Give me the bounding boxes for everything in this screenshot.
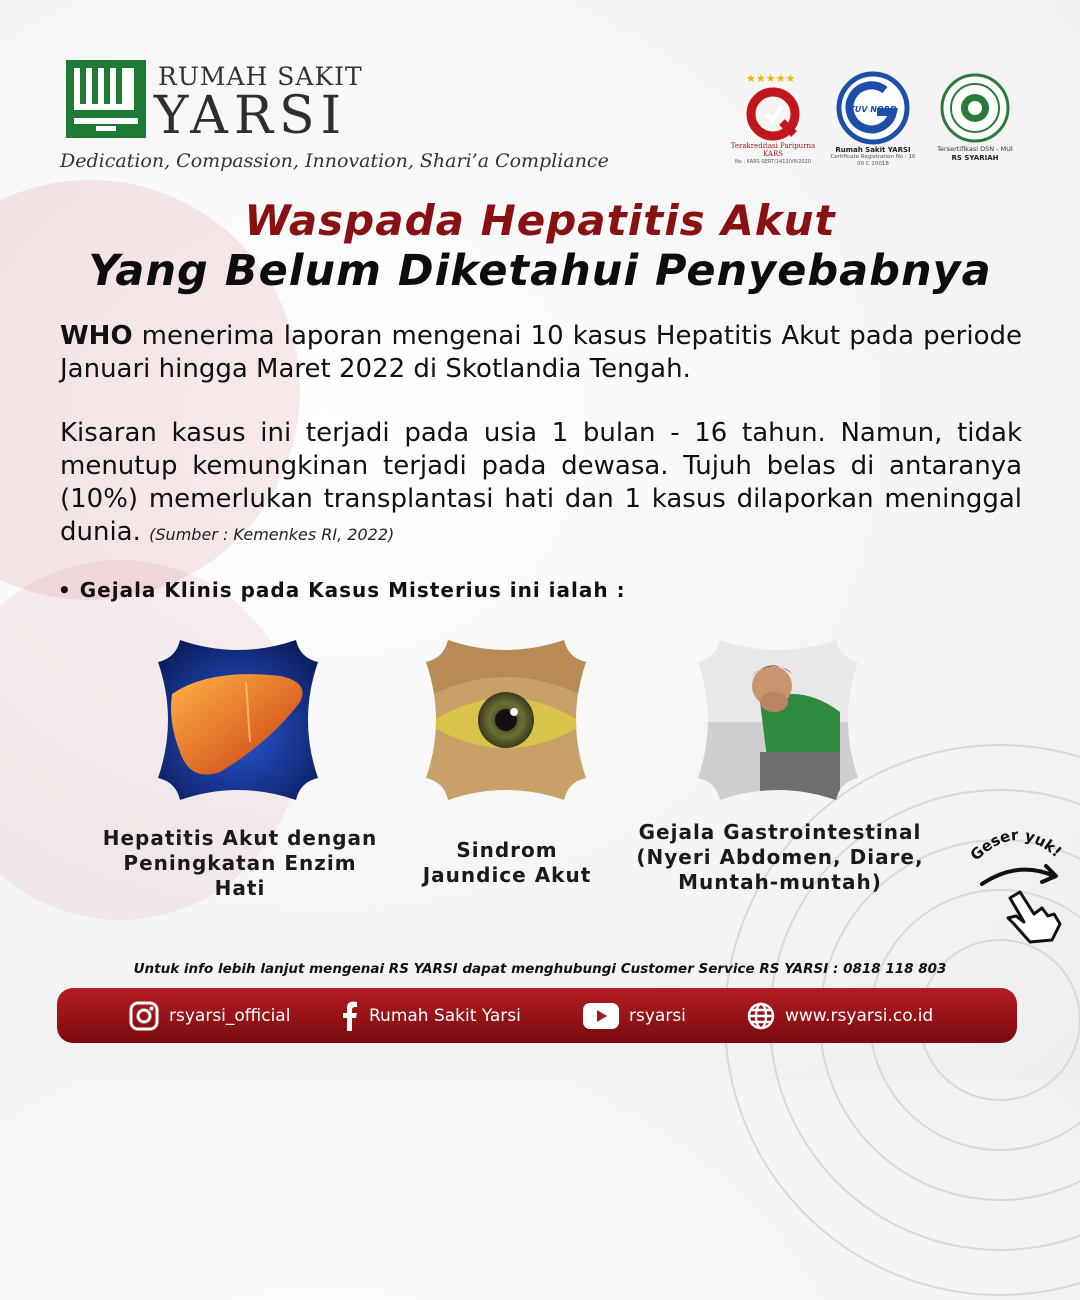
contact-info: Untuk info lebih lanjut mengenai RS YARSI dapat menghubungi Customer Service RS YARSI : 0818 118 803 — [133, 961, 947, 977]
symptom-liver-line1: Hepatitis Akut dengan — [102, 826, 378, 850]
facebook-link[interactable] — [341, 988, 521, 1043]
instagram-icon — [129, 1001, 159, 1031]
tuv-nord-badge — [828, 70, 918, 180]
instagram-link[interactable] — [129, 988, 290, 1043]
svg-text:TUV NORD: TUV NORD — [849, 105, 897, 114]
dsn-badge-title: Tersertifikasi DSN - MUI — [937, 145, 1013, 153]
youtube-channel: rsyarsi — [629, 1005, 686, 1026]
symptom-label-liver — [80, 826, 400, 901]
website-link[interactable] — [747, 988, 933, 1043]
kars-accreditation-badge — [728, 70, 818, 180]
hand-pointer-icon — [1008, 892, 1060, 942]
yarsi-logo-icon — [66, 60, 146, 138]
details-text: Kisaran kasus ini terjadi pada usia 1 bulan - 16 tahun. Namun, tidak menutup kemungkinan terjadi pada dewasa. Tujuh belas di antaranya (10%) memerlukan transplantasi hati dan 1 kasus dilaporkan meninggal dunia. — [60, 418, 1022, 547]
symptoms-heading: • Gejala Klinis pada Kasus Misterius ini ialah : — [58, 578, 626, 602]
tuv-nord-icon — [835, 70, 911, 146]
logo-text-main: YARSI — [154, 86, 348, 146]
sick-man-image — [690, 632, 866, 808]
kars-badge-org: KARS — [762, 150, 784, 159]
globe-icon — [747, 1002, 775, 1030]
instagram-handle: rsyarsi_official — [169, 1005, 291, 1026]
website-url: www.rsyarsi.co.id — [785, 1005, 934, 1026]
symptom-liver-line3: Hati — [214, 876, 266, 900]
intro-text: menerima laporan mengenai 10 kasus Hepatitis Akut pada periode Januari hingga Maret 2022 di Skotlandia Tengah. — [60, 321, 1022, 384]
svg-text:★★★★★: ★★★★★ — [746, 72, 796, 85]
symptom-label-jaundice — [400, 838, 614, 888]
kars-badge-detail: No : KARS-SERT/1413/VII/2020 — [734, 158, 812, 165]
kars-badge-title: Terakreditasi Paripurna — [730, 142, 816, 150]
headline-line2: Yang Belum Diketahui Penyebabnya — [88, 246, 992, 296]
kars-star-icon — [738, 70, 808, 142]
symptom-label-gastro — [620, 820, 940, 895]
symptom-jaundice-line1: Sindrom — [456, 838, 558, 862]
youtube-link[interactable] — [583, 988, 686, 1043]
hospital-logo — [66, 60, 366, 146]
facebook-icon — [341, 1001, 359, 1031]
headline-line1: Waspada Hepatitis Akut — [244, 196, 836, 245]
youtube-icon — [583, 1003, 619, 1029]
symptom-gastro-line2: (Nyeri Abdomen, Diare, — [636, 845, 924, 869]
intro-paragraph — [60, 320, 1022, 386]
yellow-eye-image — [418, 632, 594, 808]
who-label: WHO — [60, 321, 133, 351]
dsn-mui-badge — [930, 70, 1020, 180]
swipe-label: Geser yuk! — [968, 825, 1066, 865]
tuv-badge-detail: Certificate Registration No : 16 00 C 20018 — [830, 154, 916, 167]
facebook-page-name: Rumah Sakit Yarsi — [369, 1005, 521, 1026]
social-footer-bar — [57, 988, 1017, 1043]
details-paragraph — [60, 417, 1022, 551]
symptom-liver-line2: Peningkatan Enzim — [123, 851, 357, 875]
dsn-badge-org: RS SYARIAH — [951, 153, 999, 162]
tagline: Dedication, Compassion, Innovation, Shari’a Compliance — [60, 150, 609, 172]
symptom-gastro-line3: Muntah-muntah) — [678, 870, 882, 894]
swipe-hint[interactable] — [968, 820, 1068, 950]
source-citation: (Sumber : Kemenkes RI, 2022) — [149, 525, 395, 544]
dsn-mui-seal-icon — [939, 70, 1011, 146]
logo-text-top: RUMAH SAKIT — [158, 62, 363, 91]
symptom-gastro-line1: Gejala Gastrointestinal — [638, 820, 922, 844]
symptom-jaundice-line2: Jaundice Akut — [422, 863, 592, 887]
tuv-badge-title: Rumah Sakit YARSI — [835, 146, 911, 154]
liver-image — [150, 632, 326, 808]
